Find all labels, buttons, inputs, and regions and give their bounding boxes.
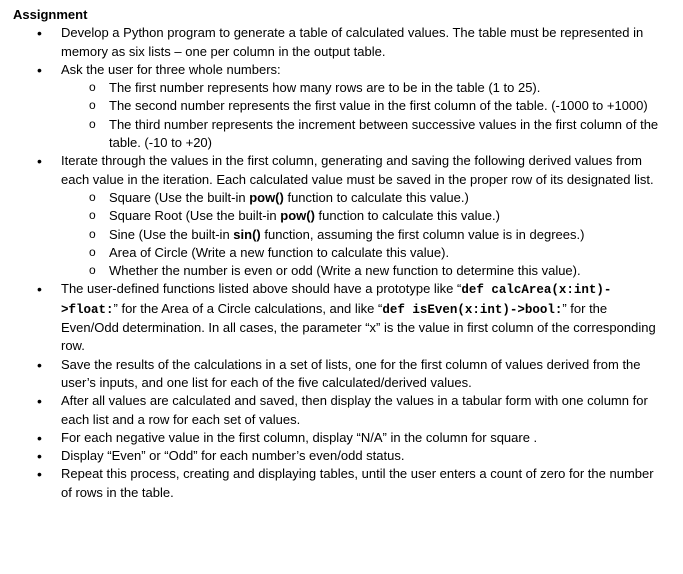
item-text: Develop a Python program to generate a table of calculated values. The table must be represented in memory as six lists – one per column in the output table. xyxy=(61,25,644,59)
list-item-save xyxy=(61,356,661,393)
item-text: After all values are calculated and saved, then display the values in a tabular form with one column for each list and a row for each set of values. xyxy=(61,393,648,427)
function-name: pow() xyxy=(249,189,284,205)
item-text: Iterate through the values in the first column, generating and saving the following derived values from each value in the iteration. Each calculated value must be saved in the proper row of its designated list. xyxy=(61,153,654,187)
sub-item-area: o Area of Circle (Write a new function to calculate this value). xyxy=(109,244,661,262)
list-item-develop xyxy=(61,24,661,61)
list-item-ask-user xyxy=(61,61,661,152)
text: Sine (Use the built-in xyxy=(109,226,234,242)
text: function, assuming the first column value is in degrees.) xyxy=(260,226,585,242)
sub-item: o The first number represents how many rows are to be in the table (1 to 25). xyxy=(109,79,661,97)
sub-item-square-root xyxy=(109,207,661,225)
item-text: Display “Even” or “Odd” for each number’s even/odd status. xyxy=(61,448,405,464)
text: function to calculate this value.) xyxy=(314,208,500,224)
text: ” for the Area of a Circle calculations, and like “ xyxy=(113,300,383,316)
sub-item: o The third number represents the increment between successive values in the first column of the table. (-10 to +20) xyxy=(109,116,661,153)
code-prototype-area: def calcArea(x:int)->float: xyxy=(61,283,612,317)
item-text: For each negative value in the first column, display “N/A” in the column for square . xyxy=(61,429,538,445)
item-text: Ask the user for three whole numbers: xyxy=(61,61,281,77)
text: Square (Use the built-in xyxy=(109,189,250,205)
sub-list-derived xyxy=(61,189,661,280)
document-title: Assignment xyxy=(13,7,88,22)
sub-item: o The second number represents the first value in the first column of the table. (-1000 to +1000) xyxy=(109,97,661,115)
function-name: sin() xyxy=(233,226,261,242)
item-text: Save the results of the calculations in a set of lists, one for the first column of values derived from the user’s inputs, and one list for each of the five calculated/derived values. xyxy=(61,356,641,390)
list-item-prototypes xyxy=(61,280,661,355)
sub-list-inputs xyxy=(61,79,661,152)
code-prototype-even: def isEven(x:int)->bool: xyxy=(382,302,563,317)
item-text: Repeat this process, creating and displaying tables, until the user enters a count of zero for the number of rows in the table. xyxy=(61,466,654,500)
sub-item-even-odd: o Whether the number is even or odd (Write a new function to determine this value). xyxy=(109,262,661,280)
text: Square Root (Use the built-in xyxy=(109,208,281,224)
requirements-list xyxy=(13,24,661,502)
list-item-even-odd xyxy=(61,447,661,465)
list-item-negative xyxy=(61,429,661,447)
sub-item-sine xyxy=(109,226,661,244)
text: The user-defined functions listed above should have a prototype like “ xyxy=(61,281,462,297)
sub-item-square xyxy=(109,189,661,207)
function-name: pow() xyxy=(280,208,315,224)
list-item-repeat xyxy=(61,465,661,502)
text: function to calculate this value.) xyxy=(283,189,469,205)
text: ” for the Even/Odd determination. In all cases, the parameter “x” is the value in first column of the corresponding row. xyxy=(61,300,656,354)
list-item-iterate xyxy=(61,152,661,280)
list-item-display-table xyxy=(61,392,661,429)
